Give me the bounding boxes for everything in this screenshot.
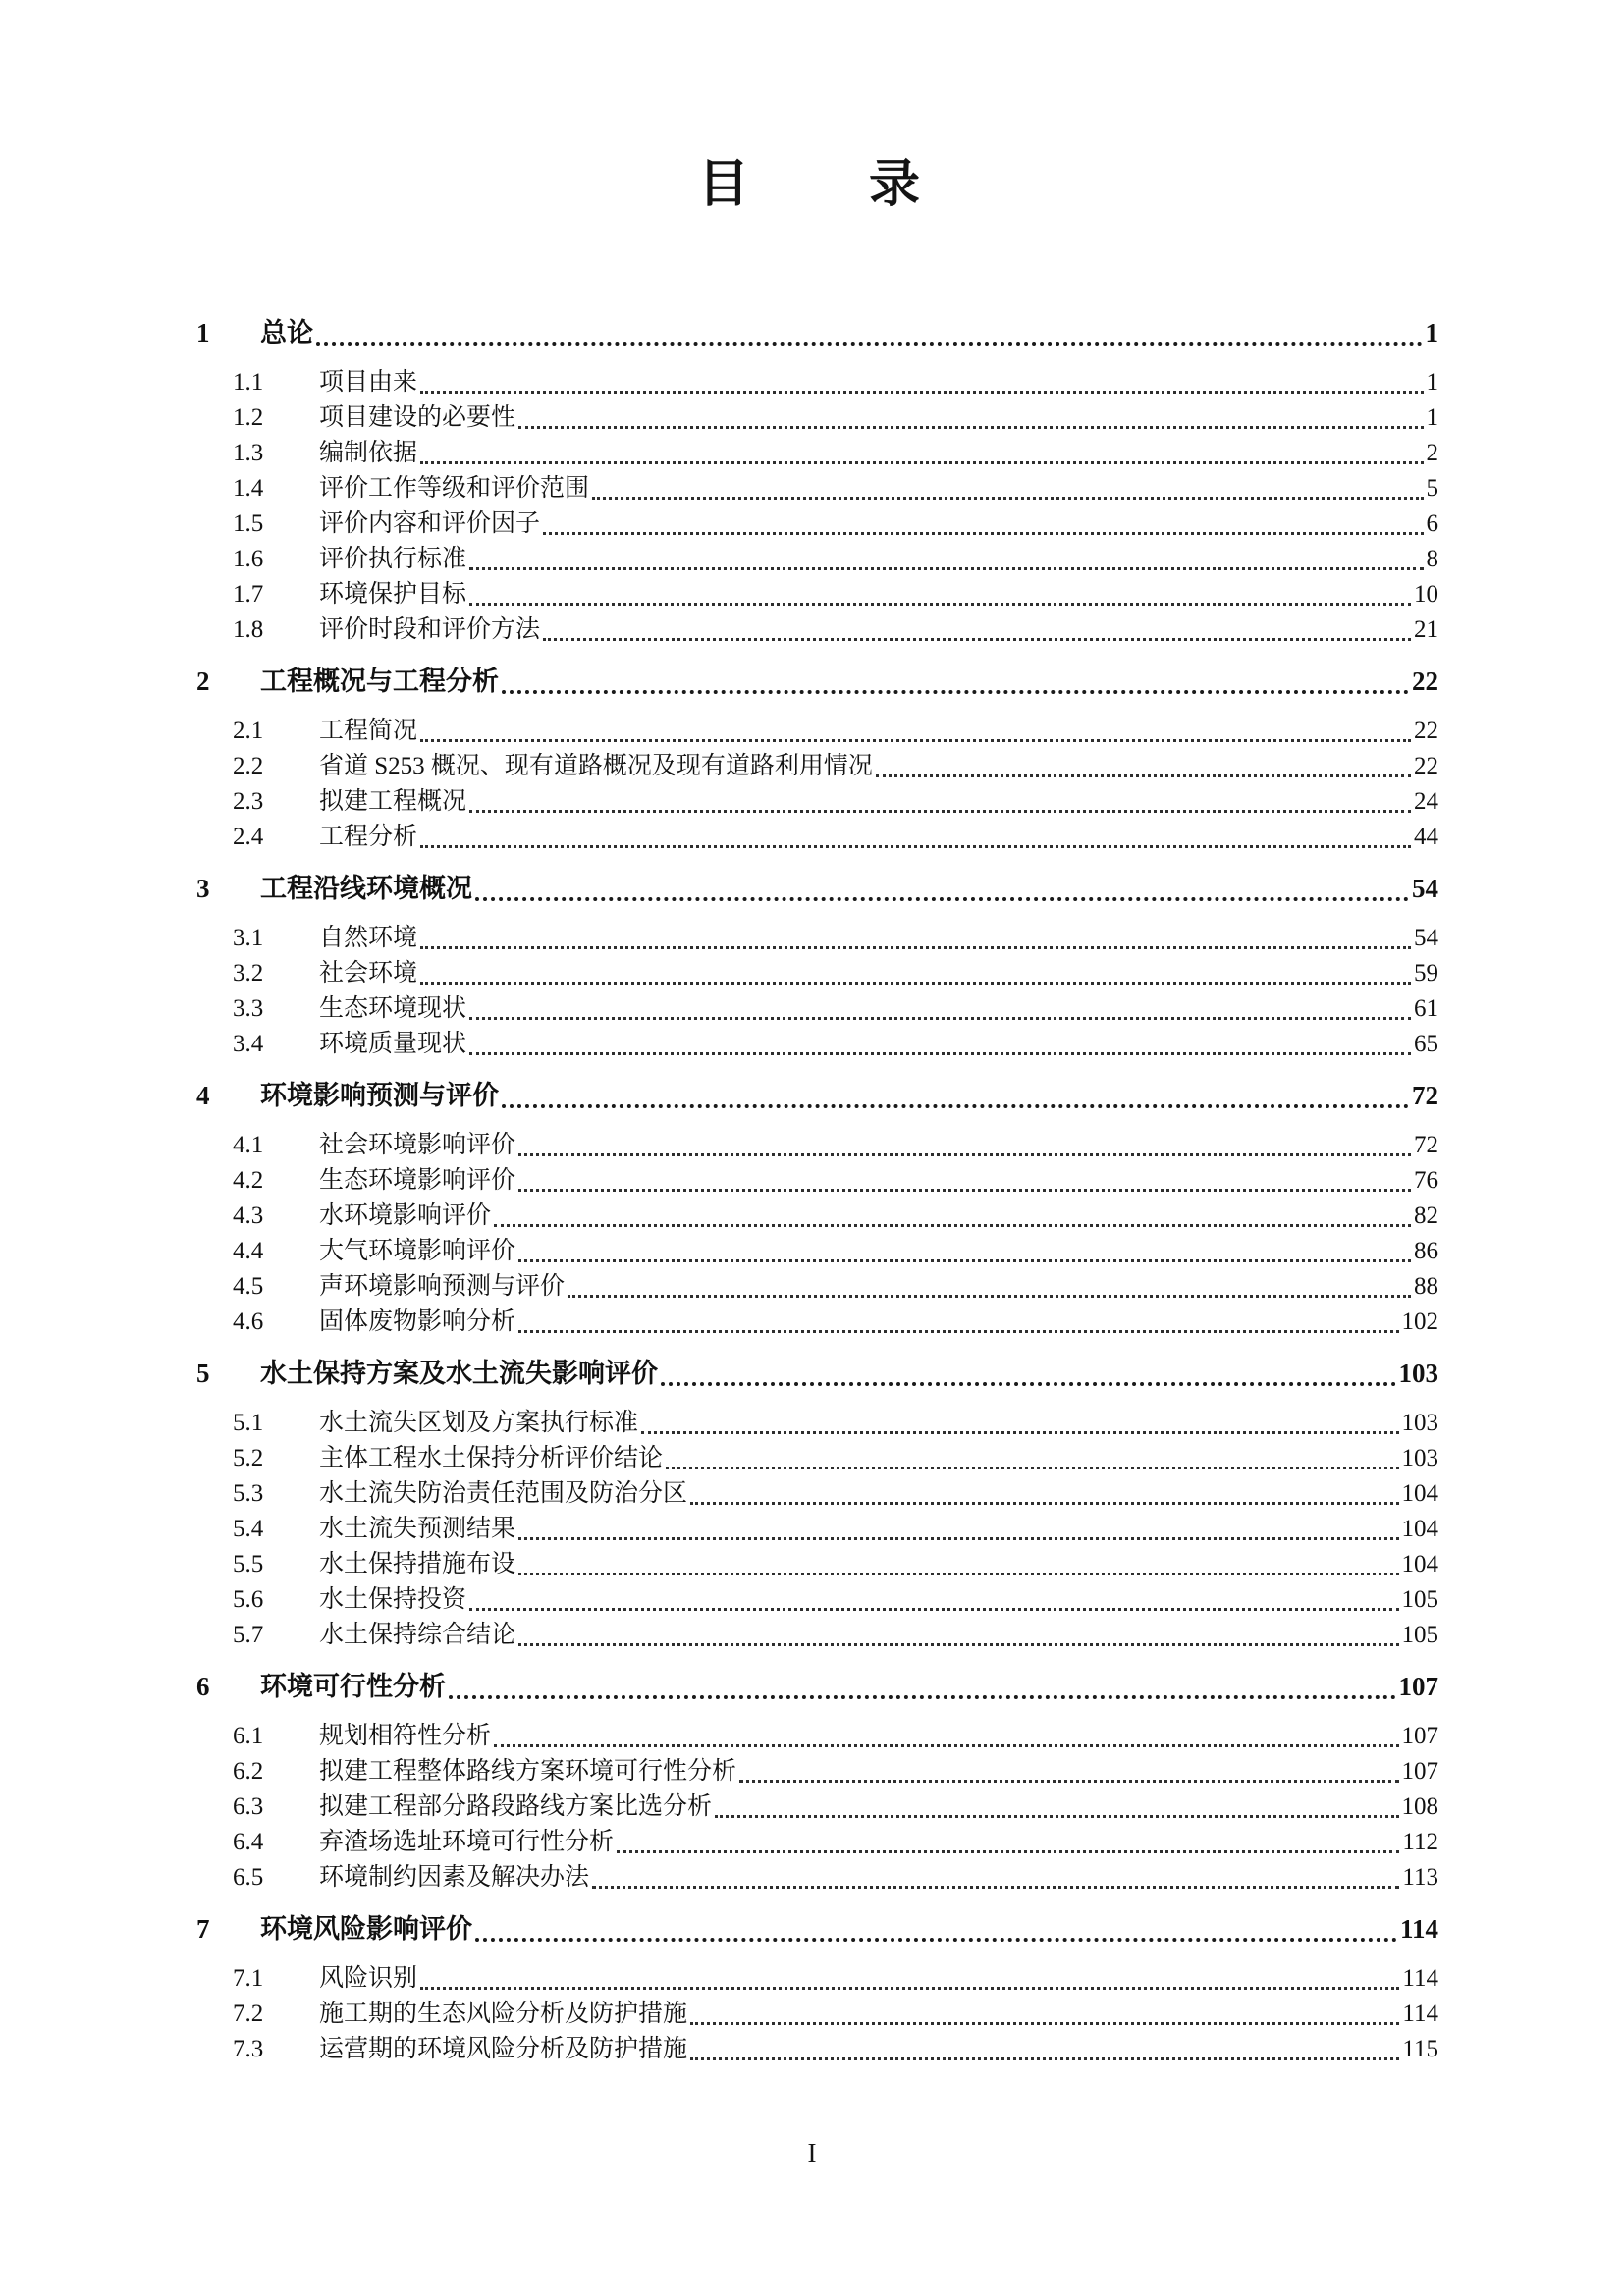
toc-entry-page: 107 xyxy=(1401,1723,1438,1749)
toc-entry xyxy=(196,1667,1438,1707)
toc-entry-page: 104 xyxy=(1401,1551,1438,1577)
dot-leader xyxy=(518,1643,1398,1646)
toc-entry-number: 1.7 xyxy=(233,581,264,608)
toc-entry-page: 103 xyxy=(1398,1359,1438,1388)
toc-entry-number: 7.3 xyxy=(233,2036,264,2062)
toc-entry-title: 工程分析 xyxy=(319,824,418,850)
dot-leader xyxy=(715,1815,1398,1818)
toc-entry-number: 4.4 xyxy=(233,1238,264,1264)
dot-leader xyxy=(739,1780,1398,1783)
toc-entry xyxy=(196,784,1438,820)
page-title: 目 录 xyxy=(697,157,926,213)
toc-entry xyxy=(196,1269,1438,1305)
toc-entry-page: 82 xyxy=(1414,1202,1438,1229)
toc-entry-page: 10 xyxy=(1414,581,1438,608)
toc-entry-title: 评价内容和评价因子 xyxy=(319,510,541,537)
toc-entry-number: 6.2 xyxy=(233,1758,264,1785)
dot-leader xyxy=(475,1938,1397,1942)
toc-entry xyxy=(196,1163,1438,1199)
dot-leader xyxy=(661,1382,1396,1386)
toc-entry-title: 环境制约因素及解决办法 xyxy=(319,1864,590,1891)
toc-entry-number: 3 xyxy=(196,874,210,903)
toc-entry-title: 环境质量现状 xyxy=(319,1031,467,1057)
toc-entry-title: 水土流失预测结果 xyxy=(319,1516,516,1542)
toc-entry-title: 水土保持方案及水土流失影响评价 xyxy=(260,1359,658,1388)
toc-entry-title: 水土保持投资 xyxy=(319,1586,467,1613)
toc-entry-number: 6.5 xyxy=(233,1864,264,1891)
toc-entry-title: 拟建工程概况 xyxy=(319,788,467,815)
toc-entry xyxy=(196,1997,1438,2032)
toc-entry-title: 环境影响预测与评价 xyxy=(260,1081,499,1110)
toc-list xyxy=(196,299,1438,2067)
toc-entry-title: 项目由来 xyxy=(319,369,418,396)
toc-entry xyxy=(196,749,1438,784)
toc-entry-page: 61 xyxy=(1414,995,1438,1022)
dot-leader xyxy=(518,1330,1398,1333)
toc-entry-page: 72 xyxy=(1414,1132,1438,1158)
toc-entry-page: 113 xyxy=(1402,1864,1438,1891)
toc-entry-title: 总论 xyxy=(260,318,313,347)
toc-entry-number: 6.4 xyxy=(233,1829,264,1855)
toc-entry-number: 7 xyxy=(196,1914,210,1944)
dot-leader xyxy=(690,1502,1398,1505)
toc-entry-number: 3.2 xyxy=(233,960,264,987)
toc-entry xyxy=(196,542,1438,577)
toc-entry-page: 65 xyxy=(1414,1031,1438,1057)
toc-entry xyxy=(196,577,1438,613)
toc-entry-title: 水土保持措施布设 xyxy=(319,1551,516,1577)
toc-entry xyxy=(196,1860,1438,1896)
toc-entry-page: 54 xyxy=(1414,925,1438,951)
toc-entry-page: 114 xyxy=(1402,1965,1438,1992)
toc-entry-page: 114 xyxy=(1402,2001,1438,2027)
dot-leader xyxy=(469,810,1411,813)
toc-entry-number: 1.1 xyxy=(233,369,264,396)
toc-entry-page: 5 xyxy=(1426,475,1438,502)
toc-entry-title: 声环境影响预测与评价 xyxy=(319,1273,566,1300)
toc-entry-number: 3.4 xyxy=(233,1031,264,1057)
toc-entry-title: 施工期的生态风险分析及防护措施 xyxy=(319,2001,688,2027)
toc-entry-number: 2.1 xyxy=(233,718,264,744)
toc-entry-number: 5.4 xyxy=(233,1516,264,1542)
toc-entry-number: 1.3 xyxy=(233,440,264,466)
toc-entry-title: 弃渣场选址环境可行性分析 xyxy=(319,1829,615,1855)
toc-entry-title: 固体废物影响分析 xyxy=(319,1308,516,1335)
toc-entry xyxy=(196,662,1438,702)
toc-entry-number: 1 xyxy=(196,318,210,347)
dot-leader xyxy=(420,461,1423,464)
dot-leader xyxy=(543,532,1423,535)
toc-entry-page: 22 xyxy=(1414,718,1438,744)
toc-entry-number: 5.3 xyxy=(233,1480,264,1507)
toc-entry-number: 7.1 xyxy=(233,1965,264,1992)
toc-entry-title: 编制依据 xyxy=(319,440,418,466)
dot-leader xyxy=(420,946,1411,949)
toc-entry-title: 评价工作等级和评价范围 xyxy=(319,475,590,502)
toc-entry-title: 水土流失防治责任范围及防治分区 xyxy=(319,1480,688,1507)
toc-entry-title: 评价执行标准 xyxy=(319,546,467,572)
toc-entry xyxy=(196,400,1438,436)
toc-entry-number: 4.5 xyxy=(233,1273,264,1300)
toc-entry-page: 1 xyxy=(1425,318,1438,347)
toc-entry xyxy=(196,613,1438,648)
toc-entry-number: 6 xyxy=(196,1672,210,1701)
dot-leader xyxy=(469,603,1411,606)
toc-entry-page: 8 xyxy=(1426,546,1438,572)
toc-entry-page: 22 xyxy=(1414,753,1438,779)
toc-entry-page: 88 xyxy=(1414,1273,1438,1300)
dot-leader xyxy=(469,1608,1398,1611)
toc-entry-page: 21 xyxy=(1414,616,1438,643)
dot-leader xyxy=(469,1052,1411,1055)
toc-entry-number: 2.3 xyxy=(233,788,264,815)
toc-entry-title: 水环境影响评价 xyxy=(319,1202,492,1229)
toc-entry-title: 环境风险影响评价 xyxy=(260,1914,472,1944)
toc-entry xyxy=(196,1961,1438,1997)
dot-leader xyxy=(420,739,1411,742)
toc-entry-title: 风险识别 xyxy=(319,1965,418,1992)
dot-leader xyxy=(641,1431,1398,1434)
footer-page-number: I xyxy=(807,2138,817,2167)
toc-entry xyxy=(196,1825,1438,1860)
dot-leader xyxy=(518,1259,1411,1262)
dot-leader xyxy=(502,1104,1409,1108)
toc-entry xyxy=(196,1754,1438,1789)
toc-entry xyxy=(196,1027,1438,1062)
toc-entry-title: 拟建工程整体路线方案环境可行性分析 xyxy=(319,1758,737,1785)
toc-entry-number: 5.6 xyxy=(233,1586,264,1613)
toc-entry-page: 108 xyxy=(1401,1793,1438,1820)
toc-entry xyxy=(196,956,1438,991)
toc-entry xyxy=(196,869,1438,909)
toc-entry-title: 社会环境 xyxy=(319,960,418,987)
dot-leader xyxy=(469,1017,1411,1020)
dot-leader xyxy=(475,897,1409,901)
toc-entry-number: 4 xyxy=(196,1081,210,1110)
toc-entry-number: 2 xyxy=(196,667,210,696)
dot-leader xyxy=(420,845,1411,848)
toc-entry-page: 1 xyxy=(1426,369,1438,396)
toc-entry-page: 107 xyxy=(1398,1672,1438,1701)
toc-entry-number: 1.2 xyxy=(233,404,264,431)
toc-entry xyxy=(196,1618,1438,1653)
dot-leader xyxy=(876,774,1411,777)
toc-entry-number: 7.2 xyxy=(233,2001,264,2027)
toc-entry-number: 1.5 xyxy=(233,510,264,537)
toc-entry-title: 工程概况与工程分析 xyxy=(260,667,499,696)
toc-entry xyxy=(196,1076,1438,1116)
toc-entry xyxy=(196,1406,1438,1441)
toc-entry-number: 1.4 xyxy=(233,475,264,502)
toc-entry xyxy=(196,1512,1438,1547)
toc-entry-page: 102 xyxy=(1401,1308,1438,1335)
toc-entry-page: 105 xyxy=(1401,1586,1438,1613)
toc-entry-title: 水土保持综合结论 xyxy=(319,1622,516,1648)
toc-entry xyxy=(196,1719,1438,1754)
toc-entry-page: 44 xyxy=(1414,824,1438,850)
toc-entry-page: 105 xyxy=(1401,1622,1438,1648)
toc-entry xyxy=(196,507,1438,542)
dot-leader xyxy=(420,1987,1399,1990)
toc-entry-title: 环境可行性分析 xyxy=(260,1672,446,1701)
toc-entry-page: 2 xyxy=(1426,440,1438,466)
toc-entry-number: 5.5 xyxy=(233,1551,264,1577)
dot-leader xyxy=(592,497,1423,500)
toc-entry xyxy=(196,1789,1438,1825)
toc-entry xyxy=(196,1909,1438,1949)
dot-leader xyxy=(420,982,1411,985)
dot-leader xyxy=(502,690,1409,694)
toc-entry-page: 107 xyxy=(1401,1758,1438,1785)
toc-entry-number: 6.3 xyxy=(233,1793,264,1820)
toc-entry-number: 5.7 xyxy=(233,1622,264,1648)
toc-entry-number: 2.2 xyxy=(233,753,264,779)
dot-leader xyxy=(617,1850,1399,1853)
toc-entry-number: 1.6 xyxy=(233,546,264,572)
toc-entry xyxy=(196,1199,1438,1234)
toc-entry-number: 5 xyxy=(196,1359,210,1388)
dot-leader xyxy=(543,638,1411,641)
toc-entry-title: 水土流失区划及方案执行标准 xyxy=(319,1410,639,1436)
toc-entry-title: 项目建设的必要性 xyxy=(319,404,516,431)
toc-entry-page: 104 xyxy=(1401,1516,1438,1542)
toc-entry-title: 评价时段和评价方法 xyxy=(319,616,541,643)
toc-entry-page: 114 xyxy=(1399,1914,1438,1944)
toc-entry-page: 72 xyxy=(1412,1081,1438,1110)
toc-entry-number: 4.1 xyxy=(233,1132,264,1158)
dot-leader xyxy=(592,1886,1399,1889)
toc-entry-page: 103 xyxy=(1401,1410,1438,1436)
toc-entry xyxy=(196,471,1438,507)
dot-leader xyxy=(494,1224,1411,1227)
toc-entry-number: 2.4 xyxy=(233,824,264,850)
toc-entry-page: 1 xyxy=(1426,404,1438,431)
toc-entry xyxy=(196,820,1438,855)
dot-leader xyxy=(666,1467,1398,1469)
toc-entry-number: 3.1 xyxy=(233,925,264,951)
dot-leader xyxy=(518,1573,1398,1575)
toc-entry-title: 规划相符性分析 xyxy=(319,1723,492,1749)
toc-entry-page: 6 xyxy=(1426,510,1438,537)
toc-entry-title: 自然环境 xyxy=(319,925,418,951)
toc-entry xyxy=(196,1547,1438,1582)
toc-entry-page: 76 xyxy=(1414,1167,1438,1194)
toc-entry-page: 59 xyxy=(1414,960,1438,987)
toc-entry-number: 1.8 xyxy=(233,616,264,643)
toc-entry-title: 运营期的环境风险分析及防护措施 xyxy=(319,2036,688,2062)
toc-entry-title: 省道 S253 概况、现有道路概况及现有道路利用情况 xyxy=(319,753,873,779)
toc-entry xyxy=(196,1234,1438,1269)
toc-entry-page: 54 xyxy=(1412,874,1438,903)
toc-entry-page: 103 xyxy=(1401,1445,1438,1471)
toc-entry xyxy=(196,1128,1438,1163)
toc-entry-title: 生态环境现状 xyxy=(319,995,467,1022)
toc-entry-page: 115 xyxy=(1402,2036,1438,2062)
toc-entry-page: 22 xyxy=(1412,667,1438,696)
toc-entry-title: 主体工程水土保持分析评价结论 xyxy=(319,1445,664,1471)
dot-leader xyxy=(469,567,1423,570)
dot-leader xyxy=(518,1537,1398,1540)
dot-leader xyxy=(316,342,1423,346)
toc-entry-number: 5.2 xyxy=(233,1445,264,1471)
toc-entry-number: 4.2 xyxy=(233,1167,264,1194)
toc-entry-title: 工程简况 xyxy=(319,718,418,744)
toc-entry xyxy=(196,1354,1438,1394)
toc-entry-page: 24 xyxy=(1414,788,1438,815)
toc-entry-number: 5.1 xyxy=(233,1410,264,1436)
dot-leader xyxy=(518,1189,1411,1192)
toc-entry-number: 3.3 xyxy=(233,995,264,1022)
toc-entry-title: 生态环境影响评价 xyxy=(319,1167,516,1194)
toc-entry xyxy=(196,921,1438,956)
toc-entry xyxy=(196,436,1438,471)
dot-leader xyxy=(690,2022,1399,2025)
toc-entry-number: 4.6 xyxy=(233,1308,264,1335)
dot-leader xyxy=(518,1153,1411,1156)
dot-leader xyxy=(690,2057,1399,2060)
dot-leader xyxy=(518,426,1423,429)
toc-entry xyxy=(196,313,1438,353)
toc-entry-number: 4.3 xyxy=(233,1202,264,1229)
toc-entry-title: 环境保护目标 xyxy=(319,581,467,608)
toc-entry xyxy=(196,991,1438,1027)
toc-entry-page: 104 xyxy=(1401,1480,1438,1507)
toc-entry-number: 6.1 xyxy=(233,1723,264,1749)
toc-entry xyxy=(196,1305,1438,1340)
toc-entry-page: 112 xyxy=(1402,1829,1438,1855)
toc-entry xyxy=(196,365,1438,400)
toc-entry xyxy=(196,2032,1438,2067)
dot-leader xyxy=(494,1744,1398,1747)
toc-entry xyxy=(196,714,1438,749)
toc-entry-title: 工程沿线环境概况 xyxy=(260,874,472,903)
toc-entry xyxy=(196,1582,1438,1618)
toc-entry-title: 拟建工程部分路段路线方案比选分析 xyxy=(319,1793,713,1820)
dot-leader xyxy=(449,1695,1396,1699)
dot-leader xyxy=(420,391,1423,394)
toc-entry xyxy=(196,1476,1438,1512)
toc-entry-title: 大气环境影响评价 xyxy=(319,1238,516,1264)
toc-entry-title: 社会环境影响评价 xyxy=(319,1132,516,1158)
toc-entry-page: 86 xyxy=(1414,1238,1438,1264)
dot-leader xyxy=(568,1295,1411,1298)
toc-entry xyxy=(196,1441,1438,1476)
